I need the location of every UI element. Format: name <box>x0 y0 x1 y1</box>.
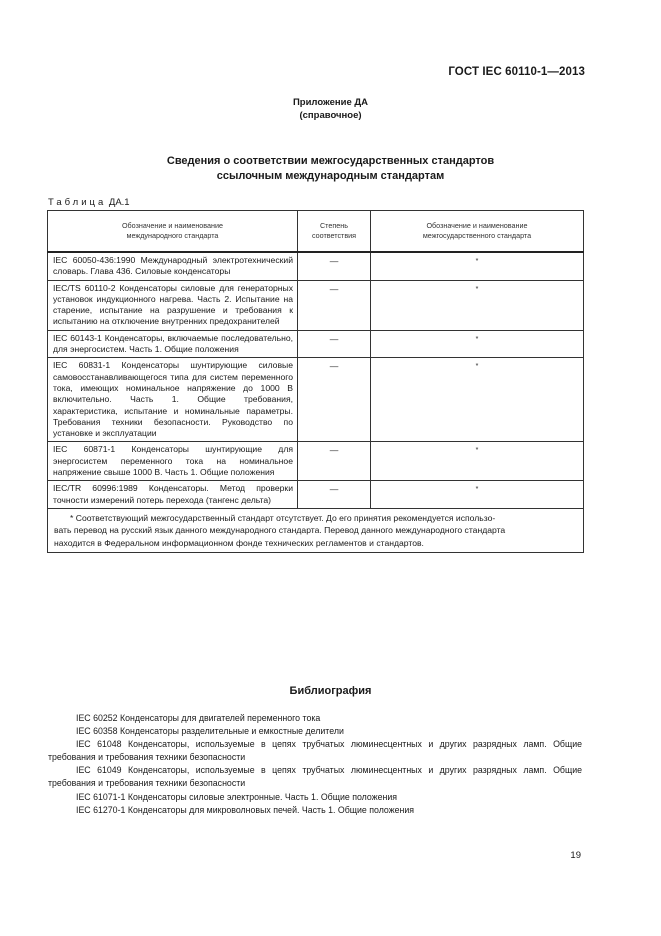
footnote-line3: находится в Федеральном информационном фонде технических регламентов и стандартов. <box>54 537 424 548</box>
bibliography-list <box>48 712 582 817</box>
table-header-row <box>48 211 584 253</box>
bibliography-item: IEC 61071-1 Конденсаторы силовые электронные. Часть 1. Общие положения <box>76 791 398 802</box>
standards-table <box>47 210 584 553</box>
table-cell-mark: * <box>371 358 584 442</box>
section-title-line2: ссылочным международным стандартам <box>216 170 445 182</box>
table-cell-mark: * <box>371 442 584 481</box>
bibliography-item: IEC 60252 Конденсаторы для двигателей переменного тока <box>76 713 321 723</box>
col-header-interstate: Обозначение и наименование межгосударственного стандарта <box>371 211 584 253</box>
table-row <box>48 481 584 509</box>
table-cell-degree: — <box>298 280 371 330</box>
table-cell-mark: * <box>371 280 584 330</box>
table-row <box>48 330 584 358</box>
footnote-line1: * Соответствующий межгосударственный стандарт отсутствует. До его принятия рекомендуется использо- <box>70 512 496 523</box>
table-cell-degree: — <box>298 481 371 509</box>
appendix-note: (справочное) <box>299 110 362 121</box>
table-label <box>48 197 130 208</box>
section-title <box>0 154 661 184</box>
bibliography-item: IEC 61270-1 Конденсаторы для микроволновых печей. Часть 1. Общие положения <box>76 804 415 815</box>
table-cell-degree: — <box>298 330 371 358</box>
bibliography-title: Библиография <box>289 685 372 697</box>
bibliography-item: IEC 61049 Конденсаторы, используемые в цепях трубчатых люминесцентных и других разрядных ламп. Общие требования и требования техники безопасности <box>48 765 582 789</box>
table-cell-standard: IEC/TS 60110-2 Конденсаторы силовые для генераторных установок индукционного нагрева. Часть 2. Испытание на старение, испытание на разрушение и требования к испытанию на отключение внутренних предохранителей <box>48 280 298 330</box>
table-footnote-row <box>48 508 584 553</box>
table-cell-mark: * <box>371 481 584 509</box>
appendix-heading <box>0 96 661 122</box>
appendix-title: Приложение ДА <box>292 97 369 108</box>
bibliography-item: IEC 60358 Конденсаторы разделительные и емкостные делители <box>76 726 344 737</box>
table-label-prefix: Таблица <box>48 197 107 208</box>
table-cell-standard: IEC 60831-1 Конденсаторы шунтирующие силовые самовосстанавливающегося типа для систем переменного тока, имеющих номинальное напряжение до 1000 В включительно. Часть 1. Общие требования, характеристика, испытание и номинальные параметры. Требования техники безопасности. Руководство по установке и эксплуатации <box>48 358 298 442</box>
table-row <box>48 252 584 280</box>
table-row <box>48 280 584 330</box>
table-cell-degree: — <box>298 252 371 280</box>
page-number: 19 <box>570 850 581 861</box>
bibliography-item: IEC 61048 Конденсаторы, используемые в цепях трубчатых люминесцентных и других разрядных ламп. Общие требования и требования техники безопасности <box>48 739 582 763</box>
table-footnote <box>48 508 584 553</box>
table-label-id: ДА.1 <box>108 197 130 208</box>
section-title-line1: Сведения о соответствии межгосударственных стандартов <box>166 155 495 167</box>
table-cell-degree: — <box>298 442 371 481</box>
col-header-degree: Степень соответствия <box>298 211 371 253</box>
table-cell-mark: * <box>371 252 584 280</box>
table-cell-standard: IEC/TR 60996:1989 Конденсаторы. Метод проверки точности измерений потерь перехода (тангенс дельта) <box>48 481 298 509</box>
table-row <box>48 358 584 442</box>
col-header-international: Обозначение и наименование международного стандарта <box>48 211 298 253</box>
footnote-line2: вать перевод на русский язык данного международного стандарта. Перевод данного международного стандарта <box>54 525 506 536</box>
table-row <box>48 442 584 481</box>
table-cell-standard: IEC 60143-1 Конденсаторы, включаемые последовательно, для энергосистем. Часть 1. Общие положения <box>48 330 298 358</box>
table-cell-mark: * <box>371 330 584 358</box>
table-cell-standard: IEC 60871-1 Конденсаторы шунтирующие для энергосистем переменного тока на номинальное напряжение свыше 1000 В. Часть 1. Общие положения <box>48 442 298 481</box>
document-code: ГОСТ IEC 60110-1—2013 <box>448 66 585 78</box>
table-cell-standard: IEC 60050-436:1990 Международный электротехнический словарь. Глава 436. Силовые конденсаторы <box>48 252 298 280</box>
table-cell-degree: — <box>298 358 371 442</box>
